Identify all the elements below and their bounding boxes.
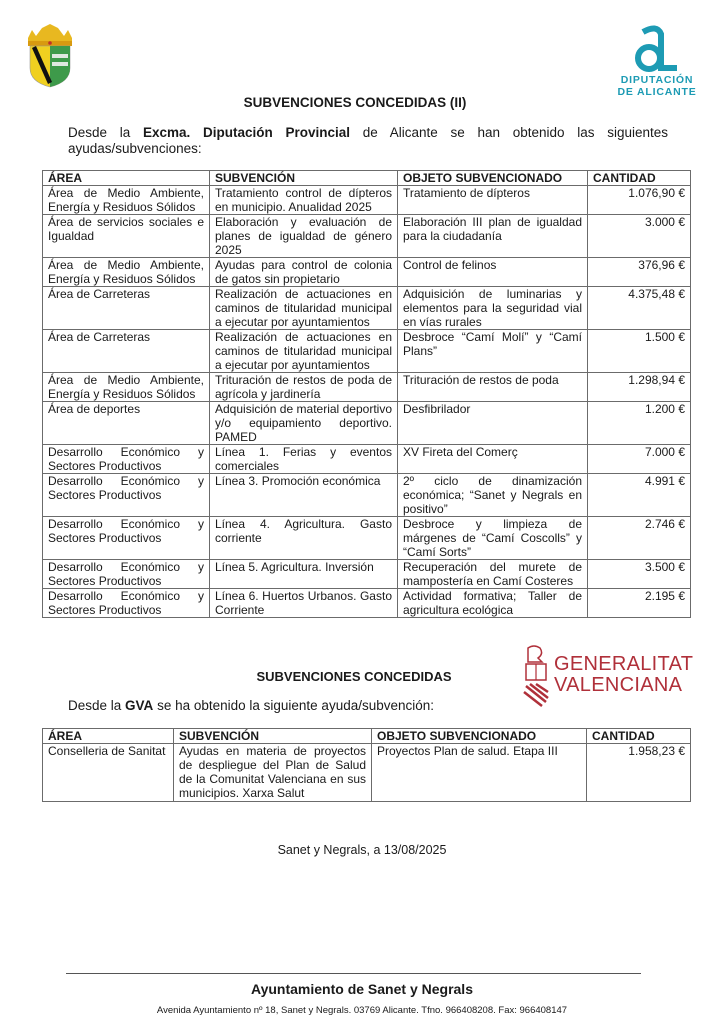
table-row (43, 215, 691, 258)
table-row (43, 744, 691, 802)
section1-intro (68, 125, 668, 157)
cell-cantidad: 1.500 € (588, 330, 691, 373)
diputacion-label-2: DE ALICANTE (617, 86, 697, 98)
cell-subvencion: Trituración de restos de poda de agrícola y jardinería (210, 373, 398, 402)
cell-subvencion: Ayudas para control de colonia de gatos sin propietario (210, 258, 398, 287)
cell-area: Área de Medio Ambiente, Energía y Residuos Sólidos (43, 258, 210, 287)
diputacion-label-1: DIPUTACIÓN (620, 74, 694, 86)
cell-area: Área de Medio Ambiente, Energía y Residuos Sólidos (43, 186, 210, 215)
footer-address: Avenida Ayuntamiento nº 18, Sanet y Negrals. 03769 Alicante. Tfno. 966408208. Fax: 966408147 (156, 1005, 568, 1016)
section2-intro (68, 698, 434, 713)
cell-objeto: Elaboración III plan de igualdad para la ciudadanía (398, 215, 588, 258)
table-row (43, 445, 691, 474)
intro-text: Desde la (68, 125, 143, 140)
col-header-subvencion: SUBVENCIÓN (210, 171, 398, 186)
cell-subvencion: Línea 5. Agricultura. Inversión (210, 560, 398, 589)
cell-subvencion: Ayudas en materia de proyectos de despliegue del Plan de Salud de la Comunitat Valenciana en sus municipios. Xarxa Salut (174, 744, 372, 802)
table-row (43, 517, 691, 560)
cell-subvencion: Realización de actuaciones en caminos de titularidad municipal a ejecutar por ayuntamientos (210, 330, 398, 373)
col-header-objeto: OBJETO SUBVENCIONADO (398, 171, 588, 186)
diputacion-mark-icon (633, 24, 681, 74)
cell-objeto: Trituración de restos de poda (398, 373, 588, 402)
cell-cantidad: 7.000 € (588, 445, 691, 474)
cell-objeto: Adquisición de luminarias y elementos para la seguridad vial en vías rurales (398, 287, 588, 330)
gva-line2: VALENCIANA (554, 674, 683, 696)
cell-subvencion: Línea 6. Huertos Urbanos. Gasto Corriente (210, 589, 398, 618)
col-header-objeto: OBJETO SUBVENCIONADO (372, 729, 587, 744)
cell-cantidad: 1.958,23 € (587, 744, 691, 802)
cell-subvencion: Realización de actuaciones en caminos de titularidad municipal a ejecutar por ayuntamientos (210, 287, 398, 330)
cell-subvencion: Línea 4. Agricultura. Gasto corriente (210, 517, 398, 560)
table-row (43, 330, 691, 373)
table-row (43, 402, 691, 445)
cell-area: Área de deportes (43, 402, 210, 445)
coat-of-arms-logo (22, 24, 78, 88)
intro-bold: GVA (125, 698, 154, 713)
cell-cantidad: 1.298,94 € (588, 373, 691, 402)
cell-cantidad: 4.991 € (588, 474, 691, 517)
cell-area: Área de Carreteras (43, 287, 210, 330)
cell-subvencion: Elaboración y evaluación de planes de igualdad de género 2025 (210, 215, 398, 258)
table-header-row (43, 729, 691, 744)
cell-subvencion: Tratamiento control de dípteros en municipio. Anualidad 2025 (210, 186, 398, 215)
cell-cantidad: 2.746 € (588, 517, 691, 560)
col-header-cantidad: CANTIDAD (588, 171, 691, 186)
cell-objeto: 2º ciclo de dinamización económica; “Sanet y Negrals en positivo” (398, 474, 588, 517)
cell-area: Desarrollo Económico y Sectores Productivos (43, 589, 210, 618)
footer-organization: Ayuntamiento de Sanet y Negrals (251, 981, 473, 997)
table-row (43, 186, 691, 215)
cell-objeto: Desbroce “Camí Molí” y “Camí Plans” (398, 330, 588, 373)
table-row (43, 373, 691, 402)
table-header-row (43, 171, 691, 186)
cell-objeto: Actividad formativa; Taller de agricultura ecológica (398, 589, 588, 618)
cell-subvencion: Línea 1. Ferias y eventos comerciales (210, 445, 398, 474)
cell-objeto: Desfibrilador (398, 402, 588, 445)
gva-line1: GENERALITAT (554, 653, 694, 675)
section1-title: SUBVENCIONES CONCEDIDAS (II) (243, 95, 467, 110)
cell-cantidad: 2.195 € (588, 589, 691, 618)
footer-divider (66, 973, 641, 974)
cell-cantidad: 376,96 € (588, 258, 691, 287)
cell-cantidad: 1.200 € (588, 402, 691, 445)
col-header-cantidad: CANTIDAD (587, 729, 691, 744)
cell-cantidad: 4.375,48 € (588, 287, 691, 330)
cell-objeto: XV Fireta del Comerç (398, 445, 588, 474)
col-header-area: ÁREA (43, 171, 210, 186)
cell-objeto: Recuperación del murete de mampostería en Camí Costeres (398, 560, 588, 589)
table-row (43, 560, 691, 589)
cell-subvencion: Línea 3. Promoción económica (210, 474, 398, 517)
cell-objeto: Proyectos Plan de salud. Etapa III (372, 744, 587, 802)
cell-area: Área de servicios sociales e Igualdad (43, 215, 210, 258)
cell-subvencion: Adquisición de material deportivo y/o equipamiento deportivo. PAMED (210, 402, 398, 445)
table-row (43, 474, 691, 517)
table-row (43, 258, 691, 287)
cell-objeto: Tratamiento de dípteros (398, 186, 588, 215)
intro-text: de Alicante se han obtenido las siguientes ayudas/subvenciones: (68, 125, 668, 156)
table-row (43, 589, 691, 618)
col-header-subvencion: SUBVENCIÓN (174, 729, 372, 744)
section2-title: SUBVENCIONES CONCEDIDAS (256, 669, 452, 684)
diputacion-subsidies-table (42, 170, 691, 618)
intro-text: se ha obtenido la siguiente ayuda/subvención: (153, 698, 435, 713)
cell-objeto: Control de felinos (398, 258, 588, 287)
intro-bold: Excma. Diputación Provincial (142, 125, 350, 140)
cell-area: Desarrollo Económico y Sectores Productivos (43, 517, 210, 560)
col-header-area: ÁREA (43, 729, 174, 744)
cell-area: Área de Medio Ambiente, Energía y Residuos Sólidos (43, 373, 210, 402)
date-line: Sanet y Negrals, a 13/08/2025 (277, 843, 447, 857)
cell-area: Área de Carreteras (43, 330, 210, 373)
cell-objeto: Desbroce y limpieza de márgenes de “Camí Coscolls” y “Camí Sorts” (398, 517, 588, 560)
cell-area: Desarrollo Económico y Sectores Productivos (43, 474, 210, 517)
cell-area: Conselleria de Sanitat (43, 744, 174, 802)
table-row (43, 287, 691, 330)
intro-text: Desde la (68, 698, 126, 713)
cell-cantidad: 1.076,90 € (588, 186, 691, 215)
gva-subsidies-table (42, 728, 691, 802)
cell-area: Desarrollo Económico y Sectores Productivos (43, 445, 210, 474)
cell-area: Desarrollo Económico y Sectores Productivos (43, 560, 210, 589)
cell-cantidad: 3.000 € (588, 215, 691, 258)
cell-cantidad: 3.500 € (588, 560, 691, 589)
